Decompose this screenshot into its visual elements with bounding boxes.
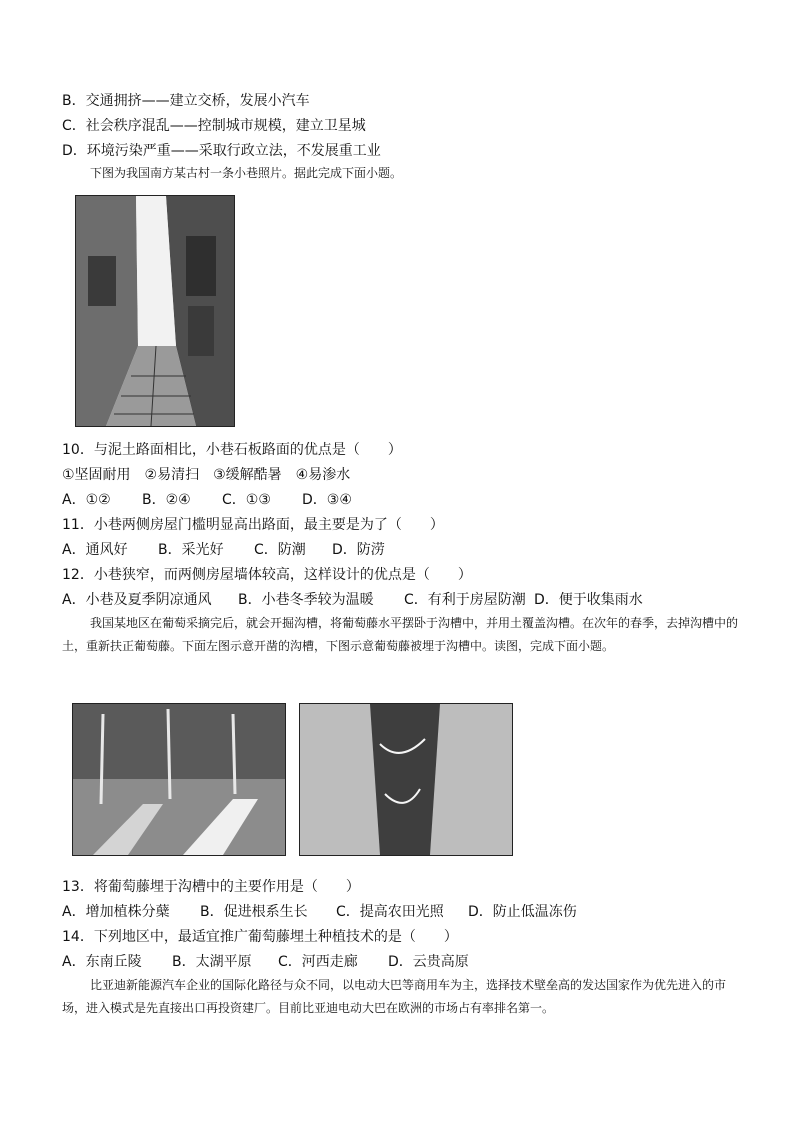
trench-illustration [73,704,285,855]
trench-photo [72,703,286,856]
buried-vine-photo [299,703,513,856]
q10-option-b: B．②④ [142,492,191,508]
byd-intro: 比亚迪新能源汽车企业的国际化路径与众不同，以电动大巴等商用车为主，选择技术壁垒高的发达国家作为优先进入的市场，进入模式是先直接出口再投资建厂。目前比亚迪电动大巴在欧洲的市场占有率排名第一。 [62,978,727,1015]
q12-options [62,591,643,609]
q11-option-a: A．通风好 [62,542,128,558]
alley-photo [75,195,235,427]
q9-option-d: D．环境污染严重——采取行政立法，不发展重工业 [62,143,381,159]
q10-stem: 10．与泥土路面相比，小巷石板路面的优点是（ ） [62,442,402,458]
q11-option-d: D．防涝 [332,542,385,558]
q14-option-b: B．太湖平原 [172,954,252,970]
q12-option-c: C．有利于房屋防潮 [404,592,526,608]
q11-stem: 11．小巷两侧房屋门槛明显高出路面，最主要是为了（ ） [62,517,444,533]
q11-option-b: B．采光好 [158,542,224,558]
grape-intro: 我国某地区在葡萄采摘完后，就会开掘沟槽，将葡萄藤水平摆卧于沟槽中，并用土覆盖沟槽。在次年的春季，去掉沟槽中的土，重新扶正葡萄藤。下面左图示意开凿的沟槽，下图示意葡萄藤被埋于沟槽中。读图，完成下面小题。 [62,616,739,653]
q10-options [62,491,352,509]
q14-option-d: D．云贵高原 [388,954,469,970]
q10-option-d: D．③④ [302,492,352,508]
q14-option-c: C．河西走廊 [278,954,358,970]
q10-option-a: A．①② [62,492,111,508]
q9-option-c: C．社会秩序混乱——控制城市规模，建立卫星城 [62,118,366,134]
q13-option-a: A．增加植株分蘖 [62,904,170,920]
q14-stem: 14．下列地区中，最适宜推广葡萄藤埋土种植技术的是（ ） [62,929,458,945]
q14-option-a: A．东南丘陵 [62,954,142,970]
q9-option-b: B．交通拥挤——建立交桥，发展小汽车 [62,93,310,109]
q12-option-d: D．便于收集雨水 [534,592,643,608]
q12-stem: 12．小巷狭窄，而两侧房屋墙体较高，这样设计的优点是（ ） [62,567,472,583]
q14-options [62,953,469,971]
q10-option-c: C．①③ [222,492,271,508]
q12-option-b: B．小巷冬季较为温暖 [238,592,374,608]
buried-vine-illustration [300,704,512,855]
q10-items: ①坚固耐用 ②易清扫 ③缓解酷暑 ④易渗水 [62,467,351,483]
lane-intro: 下图为我国南方某古村一条小巷照片。据此完成下面小题。 [90,166,403,180]
q13-option-b: B．促进根系生长 [200,904,308,920]
q13-stem: 13．将葡萄藤埋于沟槽中的主要作用是（ ） [62,879,360,895]
q13-option-c: C．提高农田光照 [336,904,444,920]
q11-option-c: C．防潮 [254,542,306,558]
q13-option-d: D．防止低温冻伤 [468,904,577,920]
q11-options [62,541,385,559]
q12-option-a: A．小巷及夏季阴凉通风 [62,592,212,608]
alley-illustration [76,196,234,426]
q13-options [62,903,577,921]
